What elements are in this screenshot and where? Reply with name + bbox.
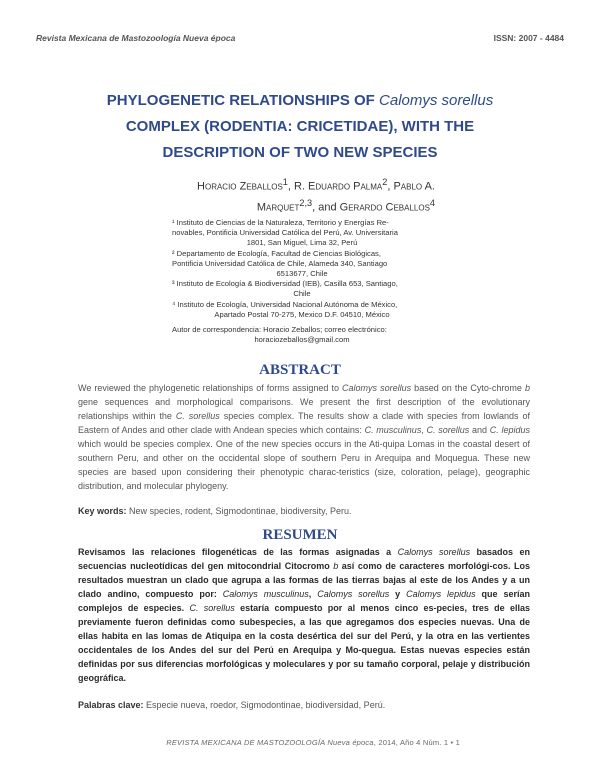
resumen-run: , [308,589,318,599]
resumen-run: así como de caracteres morfológi-cos. Los resultados muestran un clado que agrupa a las formas de las tierras bajas al este de los Andes y a un clado andino, compuesto por: [78,561,531,599]
author-2: R. Eduardo Palma [294,180,383,193]
abstract-italic: C. sorellus [426,425,470,435]
author-4-sup: 4 [429,197,435,208]
page-number: 1 [455,738,460,747]
abstract-run: and [469,425,490,435]
author-3-first: Pablo A. [393,180,435,193]
paper-title [60,88,540,166]
affiliation-line: Apartado Postal 70-275, Mexico D.F. 04510, México [214,309,390,319]
keywords-text: New species, rodent, Sigmodontinae, biodiversity, Peru. [126,506,352,516]
resumen-heading: RESUMEN [262,527,338,543]
resumen-italic: Calomys sorellus [317,589,390,599]
palabras-text: Especie nueva, roedor, Sigmodontinae, biodiversidad, Perú. [143,700,386,710]
abstract-run: based on the Cyto-chrome [411,383,525,393]
abstract-text [78,381,530,493]
correspondence-email[interactable]: horaciozeballos@gmail.com [254,335,350,345]
palabras-clave [78,700,385,710]
title-part1: PHYLOGENETIC RELATIONSHIPS OF [106,92,380,109]
resumen-run: basados en secuencias nucleotídicas del gen mitocondrial Citocromo [78,547,530,571]
footer-journal: REVISTA MEXICANA DE MASTOZOOLOGÍA Nueva época [166,738,374,747]
footer-bullet: • [448,738,456,747]
abstract-italic: b [525,383,531,393]
affiliation-line: ² Departamento de Ecología, Facultad de Ciencias Biológicas, [172,248,381,258]
palabras-label: Palabras clave: [78,700,144,710]
affiliation-line: novables, Pontificia Universidad Católica del Perú, Av. Universitaria [172,228,398,238]
footer-issue: , 2014, Año 4 Núm. 1 [373,738,449,747]
author-1: Horacio Zeballos [197,180,283,193]
resumen-run: estaría compuesto por al menos cinco es-pecies, tres de ellas previamente fueron definidas como subespecies, a las que agregamos dos especies nuevas. Una de ellas habita en las lomas de Atiquipa en la costa desértica del sur del Perú, y la otra en las vertientes occidentales de los Andes del sur del Perú en Arequipa y Mo-quegua. Estas nuevas especies están definidas por sus diferencias morfológicas y moleculares y por su tamaño corporal, pelaje y distribución geográfica. [78,603,531,683]
abstract-italic: C. lepidus [489,425,530,435]
resumen-text [78,545,530,685]
correspondence [172,325,432,345]
correspondence-line: Autor de correspondencia: Horacio Zeballos; correo electrónico: [172,325,387,334]
abstract-italic: Calomys sorellus [342,383,412,393]
author-1-sup: 1 [282,177,288,187]
issn: ISSN: 2007 - 4484 [493,33,564,43]
journal-header: Revista Mexicana de Mastozoología Nueva época [36,33,236,43]
author-3-sup: 2,3 [299,197,313,208]
title-line3: DESCRIPTION OF TWO NEW SPECIES [162,144,438,161]
author-list: Horacio Zeballos$^1$, R. Eduardo Palma$^2$, Pablo A. Marquet$^{2,3}$, and Gerardo Ceballos$^4$ [197,177,435,214]
abstract-heading: ABSTRACT [259,362,341,378]
author-and: , and [312,201,340,214]
resumen-italic: C. sorellus [189,603,235,613]
abstract-run: species complex. The results show a clade with species from lowlands of Eastern of Andes and other clade with Andean species which contains: [78,411,530,435]
resumen-italic: Calomys sorellus [397,547,471,557]
abstract-run: gene sequences and morphological comparisons. We present the first description of the evolutionary relationships within the [78,397,530,421]
resumen-run: que serían complejos de especies. [78,589,530,613]
abstract-run: We reviewed the phylogenetic relationships of forms assigned to [78,383,343,393]
page-footer [166,738,460,747]
title-line2: COMPLEX (RODENTIA: CRICETIDAE), WITH THE [125,118,475,135]
author-4: Gerardo Ceballos [339,201,430,214]
abstract-run: which would be species complex. One of the new species occurs in the Ati-quipa Lomas in the coastal desert of southern Peru, and other on the occidental slope of southern Peru in Arequipa and Moquegua. These new species are based upon considering their phenotypic charac-teristics (size, coloration, pelage), geographic distribution, and molecular phylogeny. [78,439,530,491]
resumen-run: Revisamos las relaciones filogenéticas de las formas asignadas a [78,547,398,557]
affiliation-line: Chile [293,289,311,299]
keywords [78,506,351,516]
resumen-run: y [389,589,407,599]
affiliation-line: 6513677, Chile [276,269,328,279]
resumen-italic: Calomys musculinus [222,589,309,599]
affiliation-line: ¹ Instituto de Ciencias de la Naturaleza, Territorio y Energías Re- [172,218,389,227]
title-species: Calomys sorellus [379,92,494,109]
author-3-last: Marquet [256,201,300,214]
affiliation-line: ⁴ Instituto de Ecología, Universidad Nacional Autónoma de México, [172,299,398,309]
abstract-run: , [421,425,427,435]
affiliation-line: 1801, San Miguel, Lima 32, Perú [246,238,358,248]
abstract-italic: C. musculinus [364,425,422,435]
affiliations [172,218,432,320]
affiliation-line: Pontificia Universidad Católica de Chile, Alameda 340, Santiago [172,258,388,268]
abstract-italic: C. sorellus [175,411,220,421]
affiliation-line: ³ Instituto de Ecología & Biodiversidad (IEB), Casilla 653, Santiago, [172,279,398,289]
keywords-label: Key words: [78,506,127,516]
resumen-italic: b [333,561,339,571]
resumen-italic: Calomys lepidus [406,589,476,599]
author-2-sup: 2 [382,177,388,187]
